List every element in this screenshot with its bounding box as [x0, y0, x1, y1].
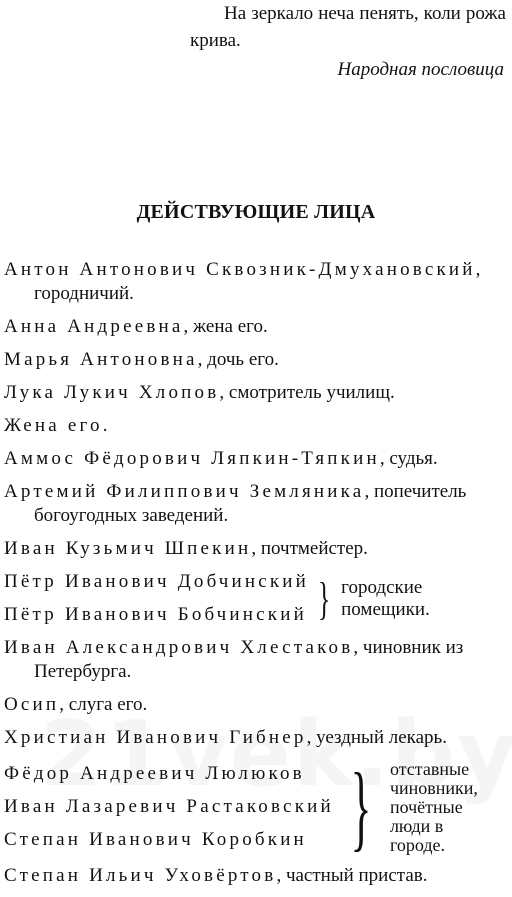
- character-desc: , уездный лекарь.: [306, 727, 447, 748]
- cast-entry: [4, 762, 334, 786]
- character-desc: , попечитель богоугодных заведений.: [34, 481, 467, 526]
- character-desc: , слуга его.: [59, 694, 148, 715]
- right-brace-icon: }: [318, 572, 331, 624]
- cast-entry: [4, 726, 508, 750]
- character-desc: , частный пристав.: [276, 865, 428, 886]
- group-names: [4, 570, 309, 627]
- cast-entry: [4, 414, 508, 438]
- cast-entry: [4, 603, 309, 627]
- character-name: Антон Антонович Сквозник-Дмухановский,: [4, 259, 484, 280]
- group-note: городские помещики.: [341, 576, 430, 620]
- character-name: Пётр Иванович Добчинский: [4, 571, 310, 592]
- character-name: Лука Лукич Хлопов: [4, 382, 220, 403]
- epigraph-text: На зеркало неча пенять, коли рожа крива.: [190, 3, 506, 51]
- cast-heading: ДЕЙСТВУЮЩИЕ ЛИЦА: [136, 201, 376, 223]
- character-name: Иван Александрович Хлестаков: [4, 637, 354, 658]
- character-name: Марья Антоновна: [4, 349, 198, 370]
- cast-entry: [4, 795, 334, 819]
- officials-group: [4, 753, 508, 860]
- character-name: Степан Ильич Уховёртов: [4, 865, 277, 886]
- cast-entry: [4, 537, 508, 561]
- character-desc: городничий.: [34, 283, 134, 304]
- character-desc: , судья.: [379, 448, 438, 469]
- character-name: Фёдор Андреевич Люлюков: [4, 763, 305, 784]
- group-note: отставные чиновники, почётные люди в городе.: [389, 758, 478, 855]
- landowners-group: [4, 570, 508, 627]
- character-name: Иван Кузьмич Шпекин: [4, 538, 252, 559]
- character-desc: , жена его.: [183, 316, 268, 337]
- character-name: Анна Андреевна: [4, 316, 184, 337]
- cast-entry: [4, 828, 334, 852]
- character-name: Жена его.: [4, 415, 111, 436]
- character-name: Артемий Филиппович Земляника: [4, 481, 365, 502]
- right-brace-icon: }: [350, 753, 372, 860]
- character-name: Аммос Фёдорович Ляпкин-Тяпкин: [4, 448, 380, 469]
- character-name: Христиан Иванович Гибнер: [4, 727, 307, 748]
- cast-list: [4, 258, 508, 897]
- character-desc: , смотритель училищ.: [219, 382, 395, 403]
- cast-entry: [4, 315, 508, 339]
- character-name: Пётр Иванович Бобчинский: [4, 604, 307, 625]
- character-name: Осип: [4, 694, 60, 715]
- epigraph: [190, 0, 506, 81]
- cast-entry: [4, 864, 508, 888]
- cast-entry: [4, 693, 508, 717]
- cast-entry: [4, 636, 508, 684]
- cast-entry: [4, 570, 309, 594]
- character-desc: , чиновник из Петербурга.: [34, 637, 464, 682]
- character-desc: , почтмейстер.: [251, 538, 368, 559]
- character-name: Степан Иванович Коробкин: [4, 829, 307, 850]
- cast-entry: [4, 480, 508, 528]
- character-desc: , дочь его.: [197, 349, 279, 370]
- cast-entry: [4, 381, 508, 405]
- cast-entry: [4, 447, 508, 471]
- cast-entry: [4, 348, 508, 372]
- group-names: [4, 762, 334, 852]
- cast-entry: [4, 258, 508, 306]
- character-name: Иван Лазаревич Растаковский: [4, 796, 334, 817]
- epigraph-source: Народная пословица: [337, 59, 504, 80]
